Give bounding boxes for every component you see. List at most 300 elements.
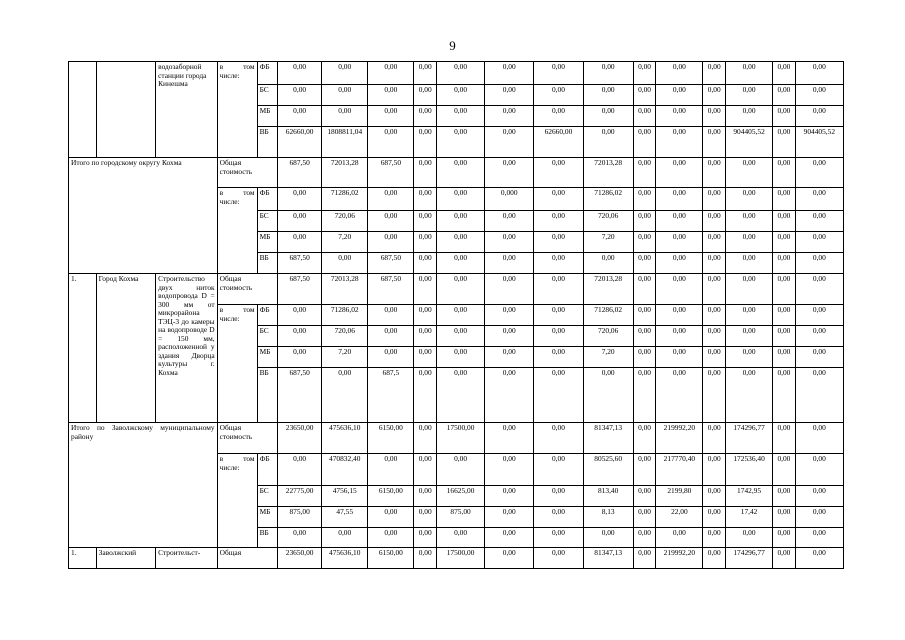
value-cell: 0,00: [773, 106, 796, 127]
value-cell: 0,00: [414, 347, 437, 368]
value-cell: 0,00: [414, 85, 437, 106]
row-number-cell: 1.: [69, 274, 97, 423]
value-cell: 0,00: [726, 305, 773, 326]
value-cell: 0,00: [368, 347, 414, 368]
value-cell: 0,00: [726, 326, 773, 347]
value-cell: 0,00: [773, 85, 796, 106]
value-cell: 0,00: [368, 85, 414, 106]
value-cell: 0,00: [703, 368, 726, 423]
value-cell: 0,00: [414, 548, 437, 569]
value-cell: 0,00: [368, 507, 414, 528]
total-cost-label: Общая стоимость: [217, 274, 277, 305]
value-cell: 17500,00: [436, 548, 484, 569]
value-cell: 62660,00: [278, 127, 322, 158]
value-cell: 0,00: [795, 454, 843, 486]
value-cell: 0,00: [534, 106, 583, 127]
value-cell: 0,000: [485, 188, 534, 211]
value-cell: 71286,02: [583, 188, 633, 211]
value-cell: 0,00: [795, 253, 843, 274]
value-cell: 0,00: [703, 106, 726, 127]
value-cell: 72013,28: [322, 274, 368, 305]
funding-code: БС: [257, 486, 278, 507]
value-cell: 0,00: [436, 106, 484, 127]
value-cell: 0,00: [656, 232, 703, 253]
value-cell: 0,00: [773, 158, 796, 188]
value-cell: 0,00: [278, 347, 322, 368]
value-cell: 0,00: [436, 232, 484, 253]
value-cell: 0,00: [485, 423, 534, 454]
value-cell: 0,00: [485, 368, 534, 423]
value-cell: 8,13: [583, 507, 633, 528]
value-cell: 0,00: [485, 106, 534, 127]
value-cell: 0,00: [656, 127, 703, 158]
value-cell: 0,00: [534, 528, 583, 548]
value-cell: 0,00: [322, 368, 368, 423]
object-name-cell: водозаборной станции города Кинешма: [156, 62, 218, 158]
value-cell: 0,00: [368, 528, 414, 548]
value-cell: 0,00: [436, 127, 484, 158]
value-cell: 813,40: [583, 486, 633, 507]
value-cell: 0,00: [414, 106, 437, 127]
value-cell: 0,00: [485, 486, 534, 507]
table-row: [69, 274, 844, 305]
value-cell: 0,00: [436, 85, 484, 106]
total-cost-label: Общая стоимость: [217, 423, 277, 454]
value-cell: 720,06: [583, 326, 633, 347]
value-cell: 0,00: [633, 368, 656, 423]
value-cell: 0,00: [414, 253, 437, 274]
value-cell: 0,00: [703, 305, 726, 326]
value-cell: 0,00: [703, 253, 726, 274]
value-cell: 0,00: [703, 423, 726, 454]
value-cell: 6150,00: [368, 423, 414, 454]
value-cell: 904405,52: [795, 127, 843, 158]
value-cell: 0,00: [436, 326, 484, 347]
value-cell: 0,00: [795, 326, 843, 347]
value-cell: 172536,40: [726, 454, 773, 486]
value-cell: 0,00: [278, 85, 322, 106]
value-cell: 0,00: [726, 188, 773, 211]
value-cell: 0,00: [322, 528, 368, 548]
group-total-label: Итого по Заволжскому муниципальному району: [69, 423, 218, 548]
value-cell: 0,00: [278, 454, 322, 486]
value-cell: 687,50: [278, 274, 322, 305]
value-cell: 0,00: [368, 232, 414, 253]
table-row: [69, 548, 844, 569]
value-cell: 17500,00: [436, 423, 484, 454]
value-cell: 0,00: [485, 62, 534, 85]
value-cell: 0,00: [534, 232, 583, 253]
value-cell: 720,06: [322, 211, 368, 232]
value-cell: 23650,00: [278, 423, 322, 454]
incl-label: в том числе:: [217, 188, 257, 274]
value-cell: 7,20: [583, 232, 633, 253]
value-cell: 0,00: [773, 127, 796, 158]
value-cell: 6150,00: [368, 486, 414, 507]
value-cell: 174296,77: [726, 548, 773, 569]
value-cell: 0,00: [368, 211, 414, 232]
value-cell: 0,00: [436, 158, 484, 188]
value-cell: 0,00: [633, 106, 656, 127]
value-cell: 0,00: [726, 368, 773, 423]
funding-code: ФБ: [257, 454, 278, 486]
value-cell: 0,00: [773, 211, 796, 232]
value-cell: 0,00: [795, 158, 843, 188]
value-cell: 687,5: [368, 368, 414, 423]
value-cell: 7,20: [322, 347, 368, 368]
value-cell: 0,00: [795, 274, 843, 305]
value-cell: 0,00: [633, 347, 656, 368]
value-cell: 0,00: [773, 253, 796, 274]
value-cell: 17,42: [726, 507, 773, 528]
value-cell: 47,55: [322, 507, 368, 528]
value-cell: 0,00: [534, 486, 583, 507]
value-cell: 875,00: [436, 507, 484, 528]
value-cell: 6150,00: [368, 548, 414, 569]
territory-cell: Заволжский: [96, 548, 155, 569]
value-cell: 0,00: [436, 274, 484, 305]
value-cell: 0,00: [726, 253, 773, 274]
value-cell: 0,00: [656, 368, 703, 423]
value-cell: 71286,02: [583, 305, 633, 326]
value-cell: 0,00: [703, 347, 726, 368]
value-cell: 81347,13: [583, 548, 633, 569]
value-cell: 71286,02: [322, 305, 368, 326]
value-cell: 0,00: [436, 188, 484, 211]
value-cell: 0,00: [485, 326, 534, 347]
value-cell: 81347,13: [583, 423, 633, 454]
value-cell: 0,00: [795, 62, 843, 85]
value-cell: 687,50: [368, 274, 414, 305]
value-cell: 0,00: [795, 106, 843, 127]
value-cell: 0,00: [773, 507, 796, 528]
value-cell: 0,00: [703, 454, 726, 486]
funding-code: ВБ: [257, 127, 278, 158]
value-cell: 0,00: [633, 548, 656, 569]
value-cell: 0,00: [414, 507, 437, 528]
table-row: [69, 62, 844, 85]
funding-code: ФБ: [257, 188, 278, 211]
value-cell: 0,00: [414, 127, 437, 158]
value-cell: 0,00: [436, 253, 484, 274]
value-cell: 219992,20: [656, 548, 703, 569]
value-cell: 0,00: [656, 85, 703, 106]
value-cell: 0,00: [583, 85, 633, 106]
value-cell: 0,00: [656, 347, 703, 368]
value-cell: 0,00: [278, 305, 322, 326]
value-cell: 0,00: [703, 274, 726, 305]
value-cell: 0,00: [656, 326, 703, 347]
value-cell: 16625,00: [436, 486, 484, 507]
value-cell: 0,00: [414, 158, 437, 188]
value-cell: 0,00: [633, 62, 656, 85]
value-cell: 0,00: [773, 423, 796, 454]
value-cell: 687,50: [368, 158, 414, 188]
value-cell: 0,00: [436, 347, 484, 368]
row-number-cell: 1.: [69, 548, 97, 569]
value-cell: 0,00: [534, 62, 583, 85]
value-cell: 0,00: [368, 326, 414, 347]
value-cell: 0,00: [795, 548, 843, 569]
value-cell: 0,00: [795, 188, 843, 211]
value-cell: 0,00: [534, 507, 583, 528]
value-cell: 0,00: [703, 158, 726, 188]
value-cell: 0,00: [795, 528, 843, 548]
value-cell: 0,00: [278, 188, 322, 211]
value-cell: 0,00: [436, 211, 484, 232]
value-cell: 0,00: [414, 423, 437, 454]
value-cell: 0,00: [656, 158, 703, 188]
value-cell: 0,00: [485, 232, 534, 253]
funding-code: БС: [257, 85, 278, 106]
value-cell: 0,00: [368, 454, 414, 486]
value-cell: 0,00: [278, 106, 322, 127]
value-cell: 0,00: [583, 106, 633, 127]
value-cell: 0,00: [368, 127, 414, 158]
value-cell: 720,06: [322, 326, 368, 347]
value-cell: 475636,10: [322, 548, 368, 569]
value-cell: 0,00: [414, 486, 437, 507]
value-cell: 0,00: [534, 158, 583, 188]
value-cell: 0,00: [656, 106, 703, 127]
value-cell: 62660,00: [534, 127, 583, 158]
value-cell: 0,00: [703, 507, 726, 528]
value-cell: 0,00: [534, 423, 583, 454]
value-cell: 0,00: [534, 274, 583, 305]
value-cell: 0,00: [773, 528, 796, 548]
value-cell: 0,00: [485, 347, 534, 368]
value-cell: 80525,60: [583, 454, 633, 486]
value-cell: 72013,28: [583, 274, 633, 305]
value-cell: 23650,00: [278, 548, 322, 569]
value-cell: 0,00: [414, 368, 437, 423]
value-cell: 0,00: [633, 326, 656, 347]
value-cell: 0,00: [795, 232, 843, 253]
value-cell: 0,00: [795, 211, 843, 232]
value-cell: 0,00: [656, 253, 703, 274]
value-cell: 0,00: [773, 326, 796, 347]
funding-code: МБ: [257, 507, 278, 528]
value-cell: 0,00: [534, 253, 583, 274]
value-cell: 0,00: [583, 127, 633, 158]
value-cell: 0,00: [436, 528, 484, 548]
value-cell: 0,00: [773, 305, 796, 326]
value-cell: 0,00: [795, 85, 843, 106]
value-cell: 0,00: [436, 305, 484, 326]
funding-code: ВБ: [257, 253, 278, 274]
value-cell: 0,00: [773, 548, 796, 569]
value-cell: 0,00: [703, 62, 726, 85]
value-cell: 0,00: [795, 423, 843, 454]
value-cell: 0,00: [583, 62, 633, 85]
value-cell: 1808811,04: [322, 127, 368, 158]
value-cell: 0,00: [703, 326, 726, 347]
value-cell: 0,00: [703, 211, 726, 232]
value-cell: 0,00: [485, 274, 534, 305]
value-cell: 0,00: [633, 85, 656, 106]
value-cell: 0,00: [534, 305, 583, 326]
value-cell: 0,00: [633, 486, 656, 507]
value-cell: 0,00: [368, 305, 414, 326]
funding-code: ВБ: [257, 368, 278, 423]
value-cell: 7,20: [583, 347, 633, 368]
value-cell: 0,00: [368, 106, 414, 127]
funding-code: ФБ: [257, 305, 278, 326]
value-cell: 22775,00: [278, 486, 322, 507]
value-cell: 0,00: [633, 232, 656, 253]
value-cell: 1742,95: [726, 486, 773, 507]
value-cell: 0,00: [633, 528, 656, 548]
value-cell: 0,00: [583, 528, 633, 548]
value-cell: 0,00: [703, 188, 726, 211]
value-cell: 687,50: [368, 253, 414, 274]
value-cell: 0,00: [436, 62, 484, 85]
value-cell: 71286,02: [322, 188, 368, 211]
incl-label: в том числе:: [217, 62, 257, 158]
value-cell: 0,00: [795, 507, 843, 528]
value-cell: 0,00: [322, 85, 368, 106]
value-cell: 0,00: [368, 188, 414, 211]
value-cell: 0,00: [414, 274, 437, 305]
value-cell: 0,00: [633, 274, 656, 305]
value-cell: 0,00: [278, 528, 322, 548]
funding-code: БС: [257, 211, 278, 232]
value-cell: 2199,80: [656, 486, 703, 507]
value-cell: 72013,28: [322, 158, 368, 188]
value-cell: 475636,10: [322, 423, 368, 454]
value-cell: 0,00: [726, 274, 773, 305]
value-cell: 0,00: [485, 454, 534, 486]
object-name-cell: Строительство двух ниток водопровода D = 300 мм от микрорайона ТЭЦ-3 до камеры на водопроводе D = 150 мм, расположенной у здания Дворца культуры г. Кохма: [156, 274, 218, 423]
value-cell: 0,00: [583, 253, 633, 274]
group-total-label: Итого по городскому округу Кохма: [69, 158, 218, 274]
value-cell: 0,00: [633, 305, 656, 326]
incl-label: в том числе:: [217, 454, 257, 548]
value-cell: 0,00: [278, 62, 322, 85]
value-cell: 0,00: [436, 454, 484, 486]
value-cell: 0,00: [414, 211, 437, 232]
object-name-cell: Строительст-: [156, 548, 218, 569]
value-cell: 470832,40: [322, 454, 368, 486]
funding-code: ВБ: [257, 528, 278, 548]
value-cell: 0,00: [726, 85, 773, 106]
value-cell: 0,00: [368, 62, 414, 85]
value-cell: 4756,15: [322, 486, 368, 507]
value-cell: 0,00: [726, 232, 773, 253]
value-cell: 0,00: [656, 274, 703, 305]
value-cell: 0,00: [414, 188, 437, 211]
value-cell: 687,50: [278, 253, 322, 274]
value-cell: 0,00: [322, 106, 368, 127]
value-cell: 0,00: [485, 507, 534, 528]
value-cell: 0,00: [534, 211, 583, 232]
value-cell: 0,00: [773, 486, 796, 507]
value-cell: 0,00: [322, 62, 368, 85]
table-row: [69, 423, 844, 454]
value-cell: 0,00: [278, 326, 322, 347]
value-cell: 0,00: [414, 326, 437, 347]
value-cell: 0,00: [534, 548, 583, 569]
value-cell: 0,00: [703, 486, 726, 507]
value-cell: 0,00: [633, 188, 656, 211]
value-cell: 0,00: [656, 62, 703, 85]
value-cell: 0,00: [773, 368, 796, 423]
value-cell: 219992,20: [656, 423, 703, 454]
value-cell: 0,00: [726, 211, 773, 232]
value-cell: 0,00: [633, 507, 656, 528]
funding-code: ФБ: [257, 62, 278, 85]
value-cell: 0,00: [633, 127, 656, 158]
funding-code: БС: [257, 326, 278, 347]
value-cell: 687,50: [278, 158, 322, 188]
value-cell: 0,00: [534, 85, 583, 106]
value-cell: 0,00: [656, 528, 703, 548]
value-cell: 0,00: [703, 85, 726, 106]
value-cell: 0,00: [795, 305, 843, 326]
value-cell: 0,00: [485, 127, 534, 158]
value-cell: 687,50: [278, 368, 322, 423]
funding-code: МБ: [257, 232, 278, 253]
value-cell: 0,00: [703, 528, 726, 548]
value-cell: 0,00: [726, 528, 773, 548]
value-cell: 0,00: [773, 232, 796, 253]
value-cell: 0,00: [773, 274, 796, 305]
table-row: [69, 158, 844, 188]
value-cell: 0,00: [414, 62, 437, 85]
value-cell: 0,00: [414, 305, 437, 326]
value-cell: 217770,40: [656, 454, 703, 486]
value-cell: 0,00: [633, 253, 656, 274]
value-cell: 0,00: [773, 62, 796, 85]
value-cell: 0,00: [485, 305, 534, 326]
value-cell: 0,00: [485, 211, 534, 232]
value-cell: 0,00: [436, 368, 484, 423]
incl-label: в том числе:: [217, 305, 257, 423]
value-cell: 0,00: [485, 158, 534, 188]
value-cell: 0,00: [485, 253, 534, 274]
value-cell: 0,00: [656, 211, 703, 232]
value-cell: 0,00: [726, 62, 773, 85]
value-cell: 0,00: [534, 347, 583, 368]
value-cell: 0,00: [726, 158, 773, 188]
value-cell: 0,00: [656, 305, 703, 326]
value-cell: 0,00: [583, 368, 633, 423]
value-cell: 0,00: [278, 211, 322, 232]
value-cell: 720,06: [583, 211, 633, 232]
value-cell: 22,00: [656, 507, 703, 528]
value-cell: 0,00: [656, 188, 703, 211]
value-cell: 0,00: [534, 368, 583, 423]
funding-code: МБ: [257, 347, 278, 368]
value-cell: 0,00: [414, 232, 437, 253]
value-cell: 0,00: [726, 106, 773, 127]
value-cell: 0,00: [773, 454, 796, 486]
value-cell: 0,00: [633, 211, 656, 232]
value-cell: 0,00: [703, 548, 726, 569]
value-cell: 7,20: [322, 232, 368, 253]
value-cell: 0,00: [534, 454, 583, 486]
value-cell: 174296,77: [726, 423, 773, 454]
value-cell: 0,00: [795, 486, 843, 507]
value-cell: 0,00: [773, 347, 796, 368]
value-cell: 904405,52: [726, 127, 773, 158]
territory-cell: Город Кохма: [96, 274, 155, 423]
budget-table: [68, 61, 844, 569]
value-cell: 0,00: [795, 368, 843, 423]
value-cell: 0,00: [485, 528, 534, 548]
value-cell: 72013,28: [583, 158, 633, 188]
page-number: 9: [449, 38, 456, 53]
